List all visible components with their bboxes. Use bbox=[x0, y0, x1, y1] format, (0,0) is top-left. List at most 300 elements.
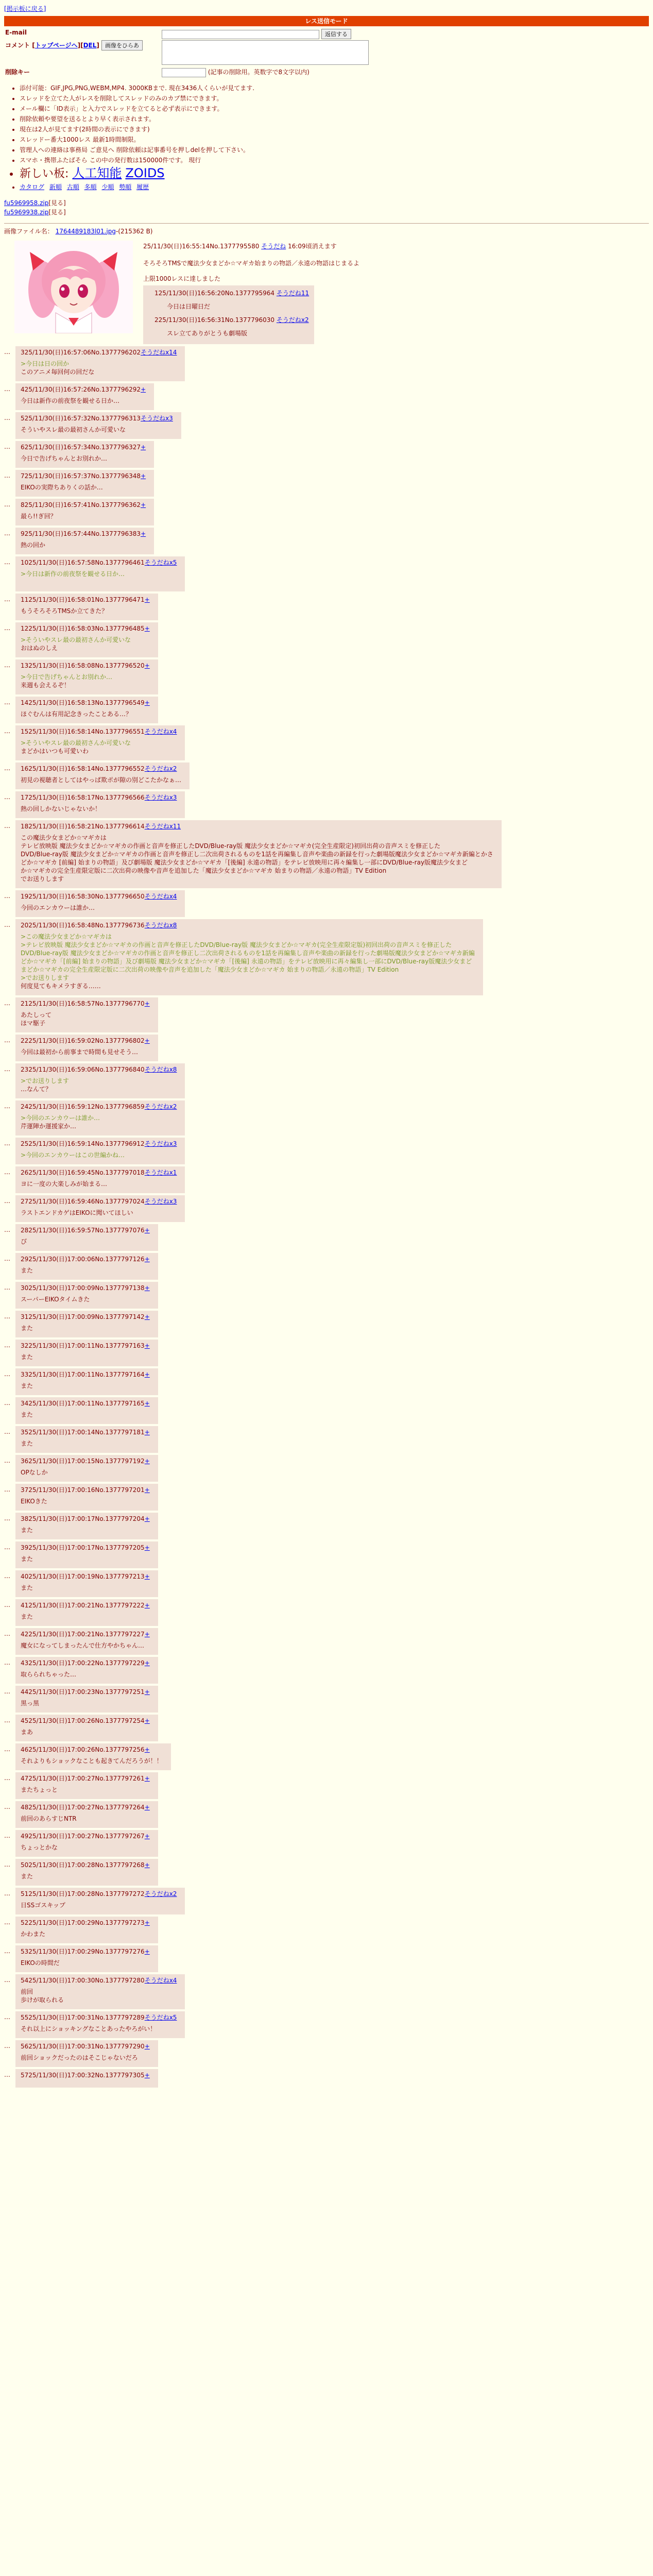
sodane-button[interactable]: そうだねx14 bbox=[141, 348, 177, 356]
reply-text-line: あたしって bbox=[21, 1011, 52, 1019]
reply-indent-marker: … bbox=[4, 1255, 10, 1262]
sodane-button[interactable]: + bbox=[144, 1399, 150, 1407]
reply-post bbox=[4, 1859, 649, 1886]
sodane-button[interactable]: + bbox=[144, 1370, 150, 1378]
reply-meta-text: 3625/11/30(日)17:00:15No.1377797192 bbox=[21, 1457, 145, 1465]
sodane-button[interactable]: + bbox=[144, 1919, 150, 1926]
reply-content bbox=[21, 1209, 177, 1217]
reply-text-line: 取らられちゃった… bbox=[21, 1670, 77, 1678]
reply-indent-marker: … bbox=[4, 727, 10, 735]
reply-text-line: ちょっとかな bbox=[21, 1843, 58, 1851]
reply-meta bbox=[21, 1197, 177, 1206]
reply-post bbox=[4, 697, 649, 723]
sort-link-catalog[interactable]: カタログ bbox=[20, 183, 45, 191]
reply-post bbox=[4, 1715, 649, 1741]
reply-indent-marker: … bbox=[4, 1514, 10, 1522]
reply-text-line: かわまた bbox=[21, 1930, 46, 1938]
reply-box bbox=[15, 412, 181, 439]
sodane-button[interactable]: + bbox=[144, 1544, 150, 1551]
reply-post bbox=[4, 1801, 649, 1828]
delkey-field[interactable] bbox=[162, 68, 206, 77]
delkey-label: 削除キー bbox=[5, 69, 30, 76]
reply-box bbox=[15, 528, 154, 554]
sort-link-few[interactable]: 少順 bbox=[101, 183, 114, 191]
sodane-button[interactable]: + bbox=[144, 1803, 150, 1811]
reply-content bbox=[21, 933, 475, 990]
board-link-ai[interactable]: 人工知能 bbox=[72, 165, 122, 180]
reply-content bbox=[21, 776, 181, 784]
notes-list bbox=[20, 83, 649, 192]
reply-indent-marker: … bbox=[4, 1197, 10, 1205]
reply-content bbox=[21, 454, 146, 463]
reply-text-line: まあ bbox=[21, 1728, 33, 1736]
reply-meta bbox=[21, 1572, 150, 1581]
sodane-button[interactable]: + bbox=[144, 699, 150, 706]
reply-content bbox=[21, 607, 150, 615]
reply-indent-marker: … bbox=[4, 2071, 10, 2078]
email-label: E-mail bbox=[5, 29, 27, 36]
reply-content bbox=[21, 1411, 150, 1419]
reply-box bbox=[15, 1657, 158, 1684]
reply-post bbox=[4, 1513, 649, 1539]
reply-indent-marker: … bbox=[4, 1601, 10, 1608]
reply-meta bbox=[21, 1284, 150, 1292]
sodane-button[interactable]: + bbox=[144, 1255, 150, 1263]
reply-meta bbox=[21, 624, 150, 633]
reply-box bbox=[15, 594, 158, 620]
reply-content bbox=[21, 1151, 177, 1159]
sodane-button[interactable]: + bbox=[144, 1774, 150, 1782]
note-item: • 管理人への連絡は事務局 ご意見へ 削除依頼は記事番号を押しdelを押して下さい。 bbox=[20, 145, 649, 155]
reply-meta-text: 3025/11/30(日)17:00:09No.1377797138 bbox=[21, 1284, 145, 1292]
reply-meta-text: 1425/11/30(日)16:58:13No.1377796549 bbox=[21, 699, 145, 706]
reply-box bbox=[15, 2040, 158, 2067]
image-button[interactable]: 画像をひらあ bbox=[101, 40, 143, 50]
reply-meta-text: 5725/11/30(日)17:00:32No.1377797305 bbox=[21, 2071, 145, 2079]
reply-box bbox=[15, 441, 154, 468]
reply-text-line: 前回 bbox=[21, 1988, 33, 1995]
reply-meta bbox=[21, 1861, 150, 1869]
reply-indent-marker: … bbox=[4, 1428, 10, 1435]
reply-meta bbox=[21, 1065, 177, 1074]
reply-post bbox=[4, 1599, 649, 1626]
file-link[interactable]: fu5969938.zip bbox=[4, 208, 49, 216]
sodane-button[interactable]: + bbox=[144, 1342, 150, 1349]
reply-meta-text: 5425/11/30(日)17:00:30No.1377797280 bbox=[21, 1976, 145, 1984]
reply-post bbox=[4, 1224, 649, 1251]
reply-post bbox=[4, 1974, 649, 2009]
reply-indent-marker: … bbox=[4, 1947, 10, 1955]
reply-box bbox=[15, 1772, 158, 1799]
sodane-button[interactable]: + bbox=[144, 1313, 150, 1320]
sodane-button[interactable]: そうだねx1 bbox=[144, 1168, 177, 1176]
file-links bbox=[4, 198, 649, 217]
reply-meta bbox=[21, 1803, 150, 1811]
sodane-button[interactable]: + bbox=[144, 1515, 150, 1522]
file-link-row bbox=[4, 208, 649, 217]
file-link-row bbox=[4, 198, 649, 208]
back-to-board-link[interactable]: [掲示板に戻る] bbox=[4, 5, 46, 12]
sodane-button[interactable]: + bbox=[141, 530, 146, 537]
op-expiry: 16:09頃消えます bbox=[288, 242, 337, 250]
reply-box bbox=[15, 1311, 158, 1337]
reply-meta-text: 1525/11/30(日)16:58:14No.1377796551 bbox=[21, 727, 145, 735]
reply-content bbox=[21, 636, 150, 652]
reply-indent-marker: … bbox=[4, 1976, 10, 1984]
sodane-button[interactable]: + bbox=[144, 1688, 150, 1696]
sodane-button[interactable]: + bbox=[144, 1630, 150, 1638]
sodane-button[interactable]: そうだねx4 bbox=[144, 727, 177, 735]
reply-text-line: このアニメ毎回何の回だな bbox=[21, 368, 95, 376]
reply-indent-marker: … bbox=[4, 1485, 10, 1493]
sodane-button[interactable]: + bbox=[144, 1457, 150, 1465]
sodane-button[interactable]: そうだねx4 bbox=[144, 892, 177, 900]
reply-indent-marker: … bbox=[4, 1065, 10, 1073]
reply-meta bbox=[21, 1140, 177, 1148]
reply-content bbox=[21, 2025, 177, 2033]
file-link-suffix: [見る] bbox=[48, 208, 66, 216]
reply-indent-marker: … bbox=[4, 1283, 10, 1291]
sodane-button[interactable]: + bbox=[144, 1745, 150, 1753]
reply-meta-text: 1625/11/30(日)16:58:14No.1377796552 bbox=[21, 765, 145, 772]
reply-text-line: また bbox=[21, 1411, 33, 1418]
reply-post bbox=[4, 594, 649, 620]
reply-meta-text: 2325/11/30(日)16:59:06No.1377796840 bbox=[21, 1065, 145, 1073]
reply-content bbox=[21, 1266, 150, 1275]
quote-line: >今日は新作の前夜祭を観せる日か… bbox=[21, 570, 125, 578]
sodane-button[interactable]: + bbox=[144, 1947, 150, 1955]
quote-line: まどか☆マギカの完全生産限定版に二次出荷の映像や音声を追加した「魔法少女まどか☆マギカ 始まりの物語／永遠の物語」TV Edition bbox=[21, 965, 399, 973]
reply-meta-text: 1725/11/30(日)16:58:17No.1377796566 bbox=[21, 793, 145, 801]
reply-post bbox=[4, 1888, 649, 1914]
note-item: • スマホ・携帯ふたばそら この中の発行数は150000件です。 現行 bbox=[20, 155, 649, 165]
new-board-line bbox=[20, 165, 649, 182]
reply-text-line: また bbox=[21, 1439, 33, 1447]
reply-meta bbox=[21, 414, 173, 422]
reply-content bbox=[21, 541, 146, 549]
note-item: • スレッドー番大1000レス 最新1時間制限。 bbox=[20, 134, 649, 145]
sodane-button[interactable]: そうだねx8 bbox=[144, 921, 177, 929]
reply-text-line: 何度見てもキメラすぎる…… bbox=[21, 982, 101, 990]
reply-content bbox=[21, 1641, 150, 1650]
sodane-button[interactable]: そうだねx2 bbox=[144, 1890, 177, 1897]
reply-indent-marker: … bbox=[4, 1716, 10, 1724]
sodane-button[interactable]: + bbox=[141, 385, 146, 393]
reply-post bbox=[4, 1397, 649, 1424]
sodane-button[interactable]: そうだねx11 bbox=[144, 822, 181, 830]
sodane-button[interactable]: そうだねx5 bbox=[144, 2013, 177, 2021]
note-item: • 現在は2人が見てます(2時間の表示にできます) bbox=[20, 124, 649, 134]
reply-post bbox=[4, 1426, 649, 1453]
reply-box bbox=[15, 997, 158, 1032]
sodane-button[interactable]: + bbox=[144, 1037, 150, 1044]
quote-line: >でお送りします bbox=[21, 1077, 70, 1084]
sodane-button[interactable]: + bbox=[144, 1428, 150, 1436]
sodane-button[interactable]: そうだねx2 bbox=[144, 1103, 177, 1110]
op-body bbox=[143, 238, 359, 344]
reply-meta-text: 3325/11/30(日)17:00:11No.1377797164 bbox=[21, 1370, 145, 1378]
reply-meta-text: 1225/11/30(日)16:58:03No.1377796485 bbox=[21, 624, 145, 632]
reply-meta bbox=[21, 1226, 150, 1234]
reply-text-line: 日SSゴスキップ bbox=[21, 1901, 65, 1909]
reply-meta-text: 4525/11/30(日)17:00:26No.1377797254 bbox=[21, 1717, 145, 1724]
reply-post bbox=[4, 791, 649, 818]
reply-meta bbox=[21, 443, 146, 451]
reply-text-line: また bbox=[21, 1584, 33, 1591]
reply-text-line: また bbox=[21, 1526, 33, 1534]
reply-indent-marker: … bbox=[4, 1456, 10, 1464]
reply-content bbox=[21, 1011, 150, 1027]
reply-text-line: EIKOきた bbox=[21, 1497, 47, 1505]
reply-post bbox=[4, 1253, 649, 1280]
reply-meta-text: 2625/11/30(日)16:59:45No.1377797018 bbox=[21, 1168, 145, 1176]
reply-text-line: ほマ駆子 bbox=[21, 1019, 46, 1027]
top-page-link[interactable]: トップページへ bbox=[35, 42, 78, 49]
reply-text-line: また bbox=[21, 1555, 33, 1563]
reply-box bbox=[15, 499, 154, 526]
reply-meta bbox=[21, 892, 177, 901]
reply-meta-text: 4925/11/30(日)17:00:27No.1377797267 bbox=[21, 1832, 145, 1840]
reply-text-line: …なんて？ bbox=[21, 1085, 52, 1093]
sort-link-old[interactable]: 古順 bbox=[66, 183, 79, 191]
reply-content bbox=[21, 1757, 163, 1765]
reply-content bbox=[21, 483, 146, 492]
reply-post bbox=[4, 412, 649, 439]
reply-box bbox=[15, 1340, 158, 1366]
reply-text-line: おはぬのしえ bbox=[21, 644, 58, 652]
reply-text-line: でお送りします bbox=[21, 875, 64, 883]
sodane-button[interactable]: そうだね11 bbox=[276, 289, 310, 297]
reply-box bbox=[15, 1513, 158, 1539]
reply-meta bbox=[21, 662, 150, 670]
reply-post bbox=[4, 1628, 649, 1655]
sort-link-momentum[interactable]: 勢順 bbox=[119, 183, 132, 191]
reply-content bbox=[21, 1497, 150, 1505]
reply-post bbox=[4, 1686, 649, 1713]
reply-meta bbox=[21, 1774, 150, 1783]
reply-post bbox=[4, 622, 649, 657]
reply-content bbox=[21, 739, 177, 755]
sodane-button[interactable]: + bbox=[144, 2042, 150, 2050]
reply-content bbox=[21, 1077, 177, 1093]
reply-content bbox=[21, 1353, 150, 1361]
note-item: • スレッドを立てた人がレスを削除してスレッドのみのカブ禁にできます。 bbox=[20, 93, 649, 104]
reply-meta bbox=[21, 1342, 150, 1350]
reply-meta bbox=[21, 1659, 150, 1667]
reply-post bbox=[4, 659, 649, 694]
quote-line: >そういやスレ最の最初さんか可愛いな bbox=[21, 739, 131, 747]
sodane-button[interactable]: そうだねx3 bbox=[144, 1197, 177, 1205]
reply-content bbox=[21, 570, 177, 586]
reply-meta-text: 5025/11/30(日)17:00:28No.1377797268 bbox=[21, 1861, 145, 1869]
reply-meta bbox=[21, 1890, 177, 1898]
reply-post bbox=[4, 1541, 649, 1568]
reply-text-line: 来週も会えるぞ！ bbox=[21, 681, 71, 689]
reply-meta bbox=[21, 1399, 150, 1408]
reply-indent-marker: … bbox=[4, 698, 10, 706]
reply-indent-marker: … bbox=[4, 1102, 10, 1110]
sodane-button[interactable]: + bbox=[144, 1861, 150, 1869]
reply-meta bbox=[21, 596, 150, 604]
reply-content bbox=[21, 1114, 177, 1130]
op-image[interactable] bbox=[14, 241, 133, 333]
delkey-note: (記事の削除用。英数字で8文字以内) bbox=[208, 69, 310, 76]
sodane-button[interactable]: + bbox=[144, 662, 150, 669]
reply-indent-marker: … bbox=[4, 1918, 10, 1926]
reply-post bbox=[4, 890, 649, 917]
reply-meta bbox=[21, 530, 146, 538]
reply-post bbox=[4, 1945, 649, 1972]
sodane-button[interactable]: そうだねx2 bbox=[144, 765, 177, 772]
sort-link-many[interactable]: 多順 bbox=[84, 183, 97, 191]
reply-box bbox=[15, 1830, 158, 1857]
reply-post bbox=[4, 762, 649, 789]
sort-link-history[interactable]: 履歴 bbox=[136, 183, 149, 191]
reply-meta-text: 3125/11/30(日)17:00:09No.1377797142 bbox=[21, 1313, 145, 1320]
sodane-button[interactable]: + bbox=[141, 472, 146, 480]
reply-box bbox=[15, 1426, 158, 1453]
comment-textarea[interactable] bbox=[162, 40, 369, 65]
reply-indent-marker: … bbox=[4, 471, 10, 479]
thread-file-link[interactable]: 1764489183l01.jpg bbox=[55, 227, 116, 235]
reply-content bbox=[21, 1728, 150, 1736]
quote-line: >今回のエンカウーは誰か… bbox=[21, 1114, 100, 1122]
sodane-button[interactable]: そうだねx3 bbox=[141, 414, 173, 422]
del-link[interactable]: DEL bbox=[83, 42, 97, 49]
reply-meta-text: 2525/11/30(日)16:59:14No.1377796912 bbox=[21, 1140, 145, 1147]
reply-indent-marker: … bbox=[4, 1745, 10, 1753]
reply-indent-marker: … bbox=[4, 1543, 10, 1551]
reply-post bbox=[4, 2069, 649, 2088]
sodane-button[interactable]: + bbox=[141, 501, 146, 509]
quote-line: >今回のエンカウーはこの世編かね… bbox=[21, 1151, 125, 1159]
sodane-button[interactable]: + bbox=[144, 1284, 150, 1292]
reply-text-line: 芹運陣か運援家か… bbox=[21, 1122, 77, 1130]
reply-indent-marker: … bbox=[4, 921, 10, 928]
reply-box bbox=[15, 1686, 158, 1713]
reply-text-line: また bbox=[21, 1613, 33, 1620]
submit-button[interactable]: 返信する bbox=[321, 29, 351, 39]
reply-indent-marker: … bbox=[4, 1832, 10, 1839]
reply-meta-text: 5325/11/30(日)17:00:29No.1377797276 bbox=[21, 1947, 145, 1955]
reply-meta bbox=[21, 1428, 150, 1436]
board-link-zoids[interactable]: ZOIDS bbox=[125, 165, 165, 180]
sodane-button[interactable]: + bbox=[141, 443, 146, 451]
sodane-button[interactable]: そうだねx8 bbox=[144, 1065, 177, 1073]
reply-post bbox=[4, 1340, 649, 1366]
reply-meta bbox=[21, 558, 177, 567]
sodane-button[interactable]: そうだねx3 bbox=[144, 793, 177, 801]
comment-label-cell: コメント [トップページへ][DEL] 画像をひらあ bbox=[4, 40, 161, 67]
reply-meta-text: 5125/11/30(日)17:00:28No.1377797272 bbox=[21, 1890, 145, 1897]
reply-content bbox=[21, 512, 146, 520]
reply-box bbox=[15, 919, 483, 995]
sodane-button[interactable]: + bbox=[144, 1572, 150, 1580]
thread-file-info bbox=[4, 227, 649, 235]
reply-content bbox=[21, 397, 146, 405]
sodane-button[interactable]: + bbox=[144, 1717, 150, 1724]
reply-indent-marker: … bbox=[4, 999, 10, 1007]
reply-text-line: 今回は最初から前事まで時間も見せそう… bbox=[21, 1048, 139, 1056]
sodane-button[interactable]: + bbox=[144, 2071, 150, 2079]
reply-text-line: 今日で告げちゃんとお別れか… bbox=[21, 454, 108, 462]
reply-indent-marker: … bbox=[4, 1687, 10, 1695]
sodane-button[interactable]: + bbox=[144, 1659, 150, 1667]
file-size: -(215362 B) bbox=[115, 227, 153, 235]
reply-box bbox=[15, 470, 154, 497]
sodane-button[interactable]: + bbox=[144, 999, 150, 1007]
sodane-button[interactable]: そうだねx3 bbox=[144, 1140, 177, 1147]
reply-indent-marker: … bbox=[4, 1370, 10, 1378]
sodane-button[interactable]: そうだねx2 bbox=[276, 316, 309, 324]
email-field[interactable] bbox=[162, 30, 319, 39]
reply-content bbox=[21, 1613, 150, 1621]
reply-post bbox=[4, 346, 649, 381]
note-item: • メール欄に「ID表示」と入力でスレッドを立てると必ず表示にできます。 bbox=[20, 104, 649, 114]
reply-meta-text: 3825/11/30(日)17:00:17No.1377797204 bbox=[21, 1515, 145, 1522]
reply-meta-text: 4825/11/30(日)17:00:27No.1377797264 bbox=[21, 1803, 145, 1811]
sodane-button[interactable]: + bbox=[144, 624, 150, 632]
reply-box bbox=[15, 1063, 185, 1098]
replies-list bbox=[4, 346, 649, 2088]
sodane-button[interactable]: + bbox=[144, 1486, 150, 1494]
sodane-button[interactable]: そうだねx5 bbox=[144, 558, 177, 566]
reply-text-line: また bbox=[21, 1382, 33, 1389]
file-link[interactable]: fu5969958.zip bbox=[4, 199, 49, 207]
reply-content bbox=[21, 1526, 150, 1534]
op-text: そろそろTMSで魔法少女まどか☆マギカ始まりの物語／永遠の物語はじまるよ bbox=[143, 259, 360, 267]
reply-text-line: また bbox=[21, 1872, 33, 1880]
reply-box bbox=[15, 820, 502, 888]
reply-box bbox=[15, 2011, 185, 2038]
sodane-button[interactable]: + bbox=[144, 596, 150, 603]
reply-meta bbox=[21, 1544, 150, 1552]
quote-line: DVD/Blue-ray版 魔法少女まどか☆マギカの作画と音声を修正し二次出荷されるものを1話を再編集し音声や楽曲の新録を行った劇場版魔法少女まどか☆マギカ新編 bbox=[21, 949, 475, 957]
reply-box bbox=[15, 1484, 158, 1511]
reply-indent-marker: … bbox=[4, 1803, 10, 1810]
reply-indent-marker: … bbox=[4, 2013, 10, 2021]
reply-indent-marker: … bbox=[4, 1312, 10, 1320]
sort-link-new[interactable]: 新順 bbox=[49, 183, 62, 191]
reply-post bbox=[4, 1166, 649, 1193]
reply-indent-marker: … bbox=[4, 1658, 10, 1666]
reply-text-line: スーパーEIKOタイムきた bbox=[21, 1295, 90, 1303]
reply-content bbox=[21, 1180, 177, 1188]
op-post bbox=[4, 238, 649, 344]
reply-post bbox=[4, 1657, 649, 1684]
reply-text-line: ヨに一度の大楽しみが始まる… bbox=[21, 1180, 108, 1188]
sodane-button[interactable]: そうだね bbox=[261, 242, 286, 250]
reply-post bbox=[4, 499, 649, 526]
reply-box bbox=[15, 622, 158, 657]
reply-meta bbox=[21, 2013, 177, 2022]
reply-indent-marker: … bbox=[4, 1860, 10, 1868]
reply-content bbox=[21, 1439, 150, 1448]
reply-meta-text: 3425/11/30(日)17:00:11No.1377797165 bbox=[21, 1399, 145, 1407]
reply-meta bbox=[21, 822, 493, 831]
sodane-button[interactable]: そうだねx4 bbox=[144, 1976, 177, 1984]
sodane-button[interactable]: + bbox=[144, 1601, 150, 1609]
reply-box bbox=[15, 725, 185, 760]
sodane-button[interactable]: + bbox=[144, 1226, 150, 1234]
reply-text-line: 前回のあらすじNTR bbox=[21, 1815, 77, 1822]
reply-meta-text: 1325/11/30(日)16:58:08No.1377796520 bbox=[21, 662, 145, 669]
reply-meta bbox=[21, 999, 150, 1008]
reply-content bbox=[21, 1584, 150, 1592]
sodane-button[interactable]: + bbox=[144, 1832, 150, 1840]
reply-box bbox=[15, 1917, 158, 1943]
reply-post bbox=[4, 2040, 649, 2067]
